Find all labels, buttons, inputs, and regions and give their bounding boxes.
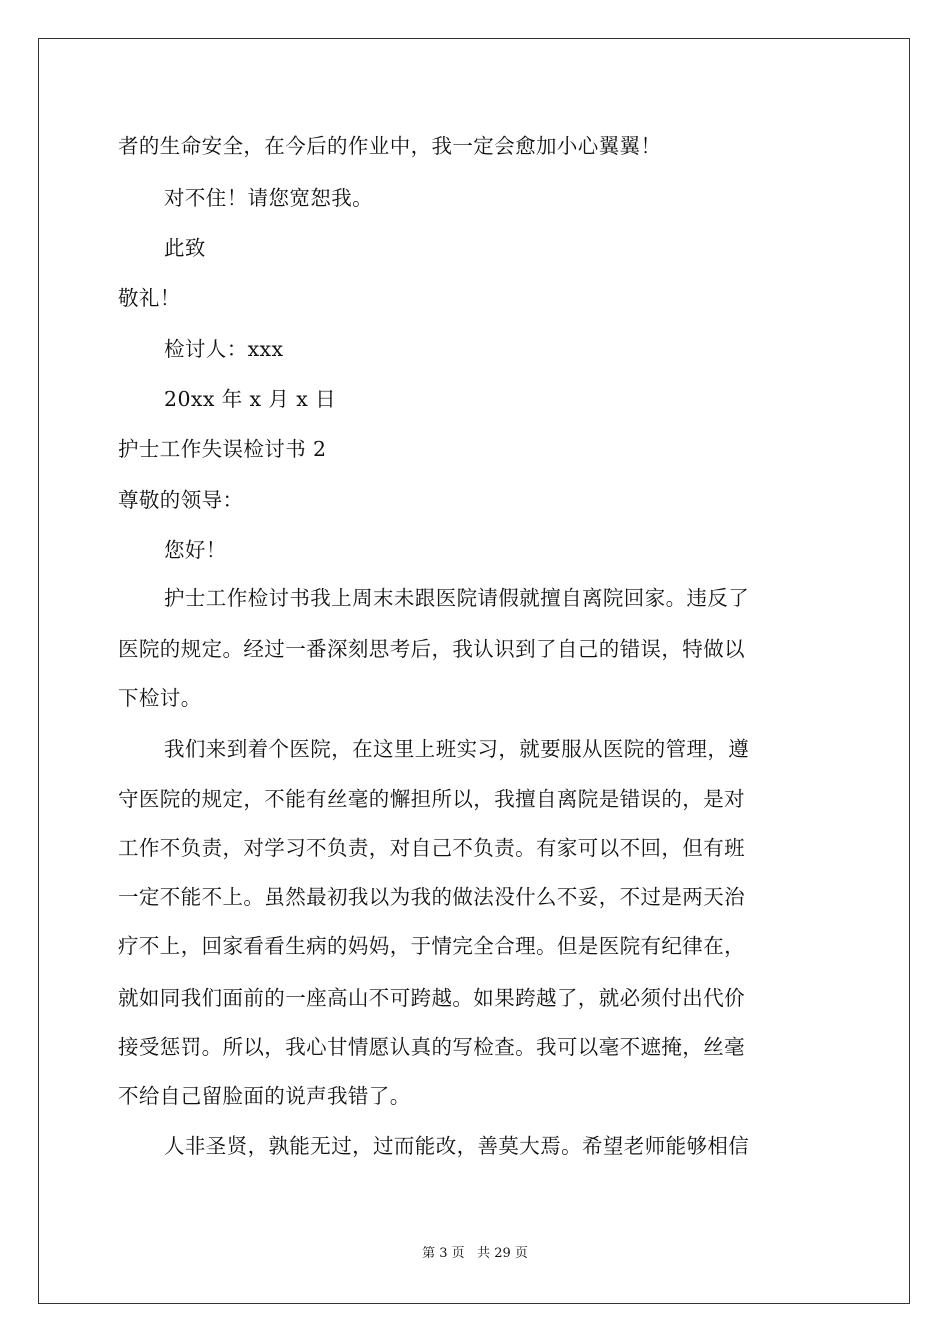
paragraph-line: 医院的规定。经过一番深刻思考后，我认识到了自己的错误，特做以 (118, 637, 745, 661)
date-line: 20xx 年 x 月 x 日 (164, 387, 337, 411)
paragraph-line: 我们来到着个医院，在这里上班实习，就要服从医院的管理，遵 (164, 737, 750, 761)
apology-line: 对不住！请您宽恕我。 (164, 186, 373, 210)
signature-line: 检讨人：xxx (164, 337, 284, 361)
paragraph-line: 接受惩罚。所以，我心甘情愿认真的写检查。我可以毫不遮掩，丝毫 (118, 1035, 745, 1059)
paragraph-line: 守医院的规定，不能有丝毫的懈担所以，我擅自离院是错误的，是对 (118, 787, 745, 811)
paragraph-line: 疗不上，回家看看生病的妈妈，于情完全合理。但是医院有纪律在， (118, 934, 745, 958)
greeting-line: 您好！ (164, 538, 227, 562)
paragraph-line: 工作不负责，对学习不负责，对自己不负责。有家可以不回，但有班 (118, 836, 745, 860)
page-number-footer: 第 3 页 共 29 页 (422, 1246, 528, 1261)
paragraph-line: 护士工作检讨书我上周末未跟医院请假就擅自离院回家。违反了 (164, 586, 750, 610)
paragraph-line: 一定不能不上。虽然最初我以为我的做法没什么不妥，不过是两天治 (118, 885, 745, 909)
page-border (38, 38, 910, 1304)
paragraph-line: 就如同我们面前的一座高山不可跨越。如果跨越了，就必须付出代价 (118, 986, 745, 1010)
paragraph-line: 人非圣贤，孰能无过，过而能改，善莫大焉。希望老师能够相信 (164, 1134, 750, 1158)
addressee-line: 尊敬的领导： (118, 488, 244, 512)
section-title: 护士工作失误检讨书 2 (118, 437, 327, 461)
salutation-respect: 敬礼！ (118, 286, 181, 310)
paragraph-line: 下检讨。 (118, 686, 202, 710)
paragraph-line: 不给自己留脸面的说声我错了。 (118, 1084, 411, 1108)
body-line: 者的生命安全，在今后的作业中，我一定会愈加小心翼翼！ (118, 134, 662, 158)
salutation-closing: 此致 (164, 236, 206, 260)
